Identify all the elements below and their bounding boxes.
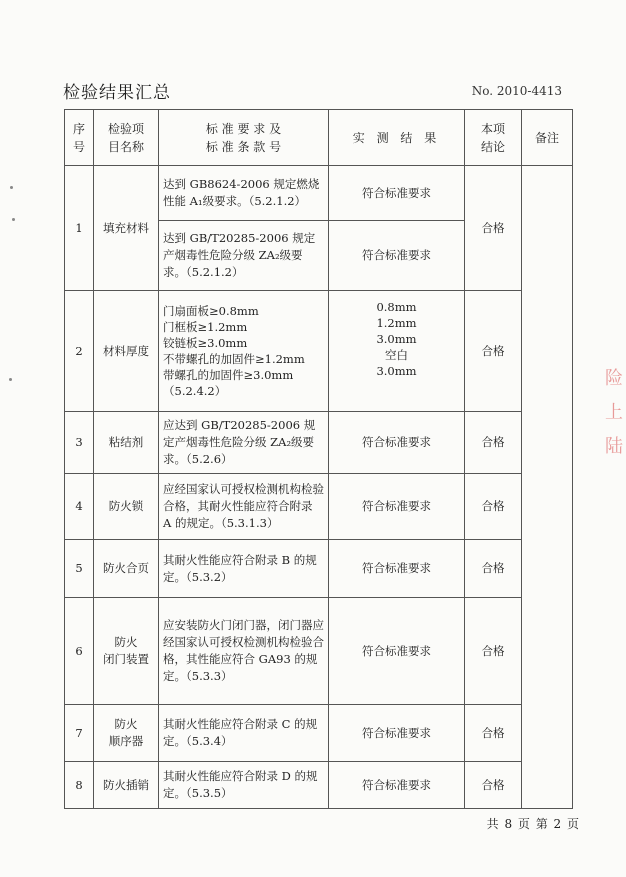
- header-item-line1: 检验项: [107, 121, 144, 136]
- row-item-name: 防火插销: [94, 762, 159, 809]
- row-requirement: 应经国家认可授权检测机构检验合格，其耐火性能应符合附录 A 的规定。（5.3.1.3）: [159, 474, 329, 540]
- row-result: 符合标准要求: [329, 166, 465, 221]
- result-line: 1.2mm: [376, 316, 417, 330]
- table-row: [65, 540, 573, 598]
- header-conclusion: [465, 110, 522, 166]
- row-result: 符合标准要求: [329, 540, 465, 598]
- table-row: [65, 166, 573, 221]
- requirement-line: 门框板≥1.2mm: [163, 320, 248, 334]
- row-conclusion: 合格: [465, 598, 522, 705]
- row-conclusion: 合格: [465, 762, 522, 809]
- table-row: [65, 762, 573, 809]
- row-result: [329, 291, 465, 412]
- header-result: 实 测 结 果: [329, 110, 465, 166]
- row-requirement: 其耐火性能应符合附录 D 的规定。（5.3.5）: [159, 762, 329, 809]
- header-item-line2: 目名称: [107, 139, 144, 154]
- header-seq: [65, 110, 94, 166]
- row-conclusion: 合格: [465, 705, 522, 762]
- row-seq: 5: [65, 540, 94, 598]
- row-seq: 3: [65, 412, 94, 474]
- row-item-name: [94, 598, 159, 705]
- item-name-line1: 防火: [114, 717, 138, 731]
- row-item-name: 填充材料: [94, 166, 159, 291]
- header-seq-line1: 序: [72, 121, 85, 136]
- header-seq-line2: 号: [72, 139, 85, 154]
- scan-speck: [12, 218, 15, 221]
- result-line: 3.0mm: [376, 332, 417, 346]
- table-row: [65, 598, 573, 705]
- row-result: 符合标准要求: [329, 705, 465, 762]
- requirement-line: 带螺孔的加固件≥3.0mm: [163, 368, 294, 382]
- row-seq: 7: [65, 705, 94, 762]
- page-title: 检验结果汇总: [63, 83, 171, 103]
- row-requirement: [159, 291, 329, 412]
- requirement-line: 不带螺孔的加固件≥1.2mm: [163, 352, 305, 366]
- scan-speck: [9, 378, 12, 381]
- table-row: [65, 474, 573, 540]
- row-result: 符合标准要求: [329, 762, 465, 809]
- row-seq: 1: [65, 166, 94, 291]
- row-requirement: 达到 GB8624-2006 规定燃烧性能 A₁级要求。（5.2.1.2）: [159, 166, 329, 221]
- row-requirement: 应安装防火门闭门器，闭门器应经国家认可授权检测机构检验合格，其性能应符合 GA93 的规定。（5.3.3）: [159, 598, 329, 705]
- header-row: [65, 110, 573, 166]
- row-seq: 6: [65, 598, 94, 705]
- row-requirement: 达到 GB/T20285-2006 规定产烟毒性危险分级 ZA₂级要求。（5.2.1.2）: [159, 221, 329, 291]
- requirement-line: 铰链板≥3.0mm: [163, 336, 248, 350]
- item-name-line2: 闭门装置: [103, 652, 149, 666]
- page-counter: 共 8 页 第 2 页: [486, 817, 580, 831]
- row-item-name: 材料厚度: [94, 291, 159, 412]
- row-seq: 8: [65, 762, 94, 809]
- header-remark: 备注: [522, 110, 573, 166]
- row-result: 符合标准要求: [329, 412, 465, 474]
- row-conclusion: 合格: [465, 540, 522, 598]
- table-row: [65, 291, 573, 412]
- item-name-line1: 防火: [114, 635, 138, 649]
- document-number: No. 2010-4413: [471, 84, 562, 98]
- row-item-name: 粘结剂: [94, 412, 159, 474]
- row-result: 符合标准要求: [329, 598, 465, 705]
- header-standard-line1: 标 准 要 求 及: [205, 121, 282, 136]
- requirement-line: （5.2.4.2）: [163, 384, 227, 398]
- requirement-line: 门扇面板≥0.8mm: [163, 304, 259, 318]
- header-conclusion-line1: 本项: [480, 121, 505, 136]
- inspection-summary-table: [64, 109, 573, 809]
- header-standard-line2: 标 准 条 款 号: [205, 139, 282, 154]
- row-conclusion: 合格: [465, 474, 522, 540]
- table-row: [65, 412, 573, 474]
- red-seal-stamp: [602, 362, 626, 462]
- result-line: 3.0mm: [376, 364, 417, 378]
- header-item: [94, 110, 159, 166]
- remark-column: [522, 166, 573, 809]
- row-requirement: 其耐火性能应符合附录 C 的规定。（5.3.4）: [159, 705, 329, 762]
- row-item-name: 防火合页: [94, 540, 159, 598]
- result-line: 空白: [385, 348, 408, 362]
- header-standard: [159, 110, 329, 166]
- row-result: 符合标准要求: [329, 221, 465, 291]
- row-conclusion: 合格: [465, 291, 522, 412]
- row-conclusion: 合格: [465, 166, 522, 291]
- result-line: 0.8mm: [376, 300, 417, 314]
- row-result: 符合标准要求: [329, 474, 465, 540]
- scan-speck: [10, 186, 13, 189]
- header-conclusion-line2: 结论: [480, 139, 505, 154]
- table-row: [65, 705, 573, 762]
- row-requirement: 其耐火性能应符合附录 B 的规定。（5.3.2）: [159, 540, 329, 598]
- row-item-name: 防火锁: [94, 474, 159, 540]
- row-requirement: 应达到 GB/T20285-2006 规定产烟毒性危险分级 ZA₂级要求。（5.2.6）: [159, 412, 329, 474]
- row-seq: 4: [65, 474, 94, 540]
- row-item-name: [94, 705, 159, 762]
- row-conclusion: 合格: [465, 412, 522, 474]
- row-seq: 2: [65, 291, 94, 412]
- item-name-line2: 顺序器: [108, 734, 144, 748]
- seal-text: 险 上 陆: [605, 368, 623, 457]
